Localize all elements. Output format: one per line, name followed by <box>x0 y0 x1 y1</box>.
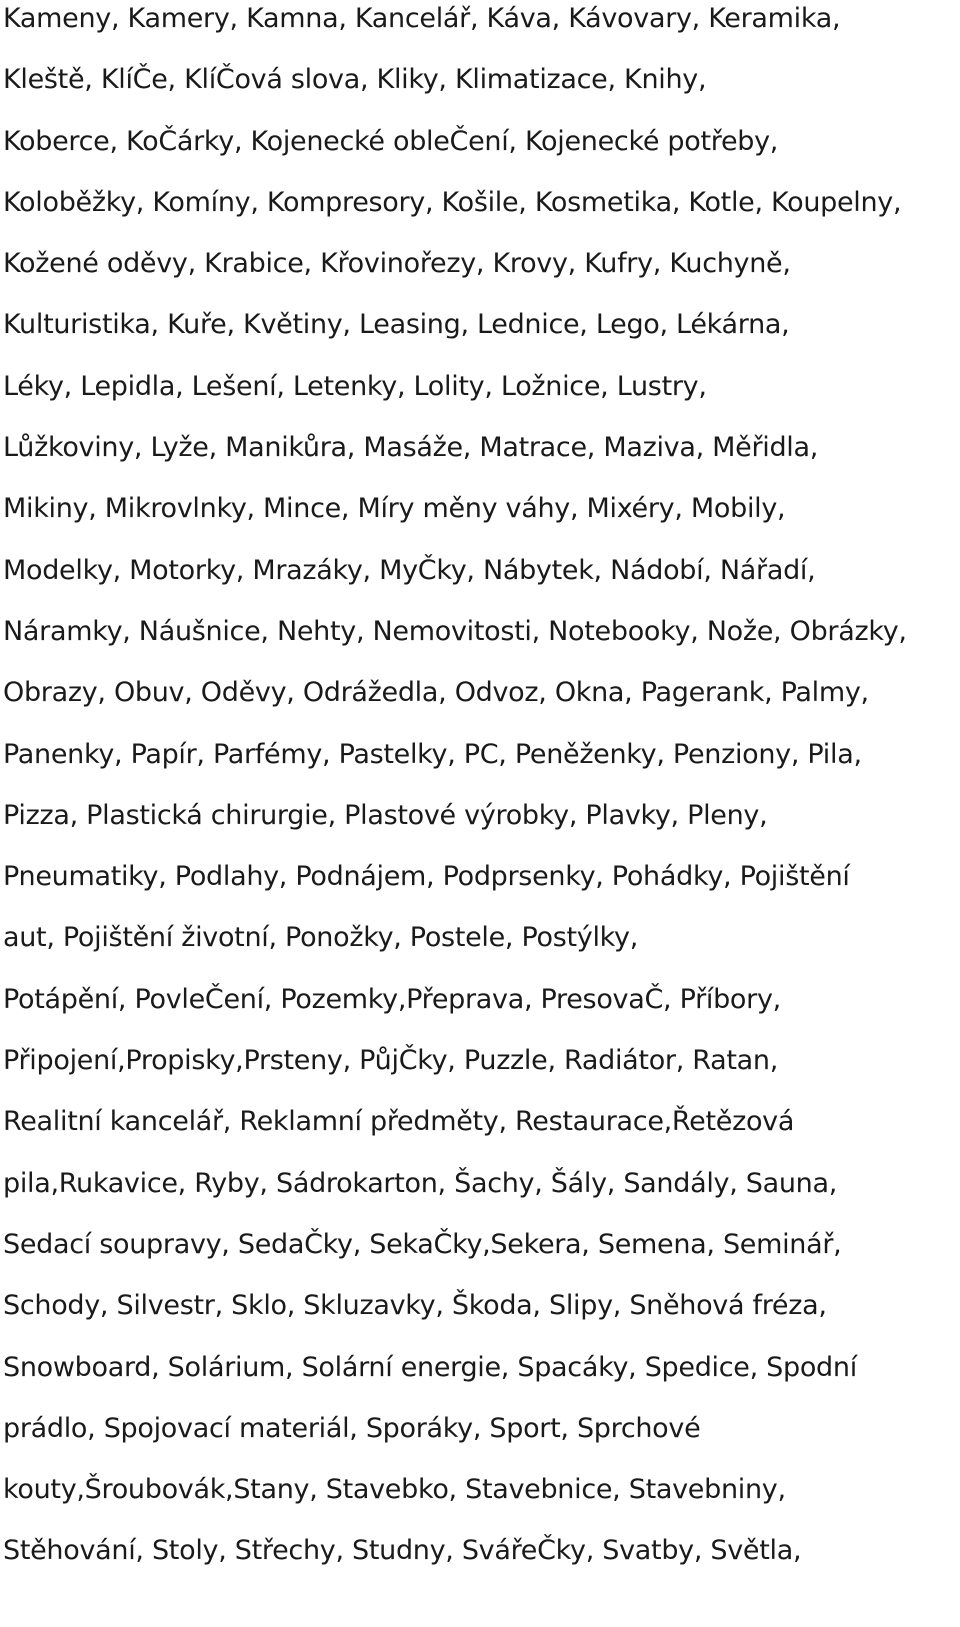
text-line: Náramky, Náušnice, Nehty, Nemovitosti, Notebooky, Nože, Obrázky, <box>3 615 907 647</box>
text-line: Panenky, Papír, Parfémy, Pastelky, PC, Peněženky, Penziony, Pila, <box>3 738 862 770</box>
text-line: Pizza, Plastická chirurgie, Plastové výrobky, Plavky, Pleny, <box>3 799 768 831</box>
text-line: Kožené oděvy, Krabice, Křovinořezy, Krovy, Kufry, Kuchyně, <box>3 248 791 280</box>
text-line: Koloběžky, Komíny, Kompresory, Košile, Kosmetika, Kotle, Koupelny, <box>3 186 902 218</box>
text-line: Lůžkoviny, Lyže, Manikůra, Masáže, Matrace, Maziva, Měřidla, <box>3 432 819 464</box>
text-line: aut, Pojištění životní, Ponožky, Postele, Postýlky, <box>3 922 638 954</box>
text-line: Kameny, Kamery, Kamna, Kancelář, Káva, Kávovary, Keramika, <box>3 3 841 34</box>
text-line: Kleště, KlíČe, KlíČová slova, Kliky, Klimatizace, Knihy, <box>3 64 707 96</box>
text-line: Snowboard, Solárium, Solární energie, Spacáky, Spedice, Spodní <box>3 1351 857 1383</box>
text-line: Kulturistika, Kuře, Květiny, Leasing, Lednice, Lego, Lékárna, <box>3 309 790 341</box>
text-line: Koberce, KoČárky, Kojenecké obleČení, Kojenecké potřeby, <box>3 125 779 157</box>
text-line: Modelky, Motorky, Mrazáky, MyČky, Nábytek, Nádobí, Nářadí, <box>3 554 816 586</box>
text-line: Připojení,Propisky,Prsteny, PůjČky, Puzzle, Radiátor, Ratan, <box>3 1045 779 1077</box>
text-line: Léky, Lepidla, Lešení, Letenky, Lolity, Ložnice, Lustry, <box>3 370 707 402</box>
text-line: pila,Rukavice, Ryby, Sádrokarton, Šachy, Šály, Sandály, Sauna, <box>3 1167 837 1199</box>
text-line: Obrazy, Obuv, Oděvy, Odrážedla, Odvoz, Okna, Pagerank, Palmy, <box>3 677 869 709</box>
text-line: Stěhování, Stoly, Střechy, Studny, SvářeČky, Svatby, Světla, <box>3 1535 802 1567</box>
text-line: Realitní kancelář, Reklamní předměty, Restaurace,Řetězová <box>3 1106 795 1138</box>
text-line: prádlo, Spojovací materiál, Sporáky, Sport, Sprchové <box>3 1412 701 1444</box>
text-line: Potápění, PovleČení, Pozemky,Přeprava, PresovaČ, Příbory, <box>3 983 781 1015</box>
text-line: kouty,Šroubovák,Stany, Stavebko, Stavebnice, Stavebniny, <box>3 1474 786 1506</box>
text-line: Pneumatiky, Podlahy, Podnájem, Podprsenky, Pohádky, Pojištění <box>3 861 850 893</box>
text-line: Mikiny, Mikrovlnky, Mince, Míry měny váhy, Mixéry, Mobily, <box>3 493 786 525</box>
text-line: Sedací soupravy, SedaČky, SekaČky,Sekera, Semena, Seminář, <box>3 1228 842 1260</box>
text-line: Schody, Silvestr, Sklo, Skluzavky, Škoda, Slipy, Sněhová fréza, <box>3 1290 827 1322</box>
